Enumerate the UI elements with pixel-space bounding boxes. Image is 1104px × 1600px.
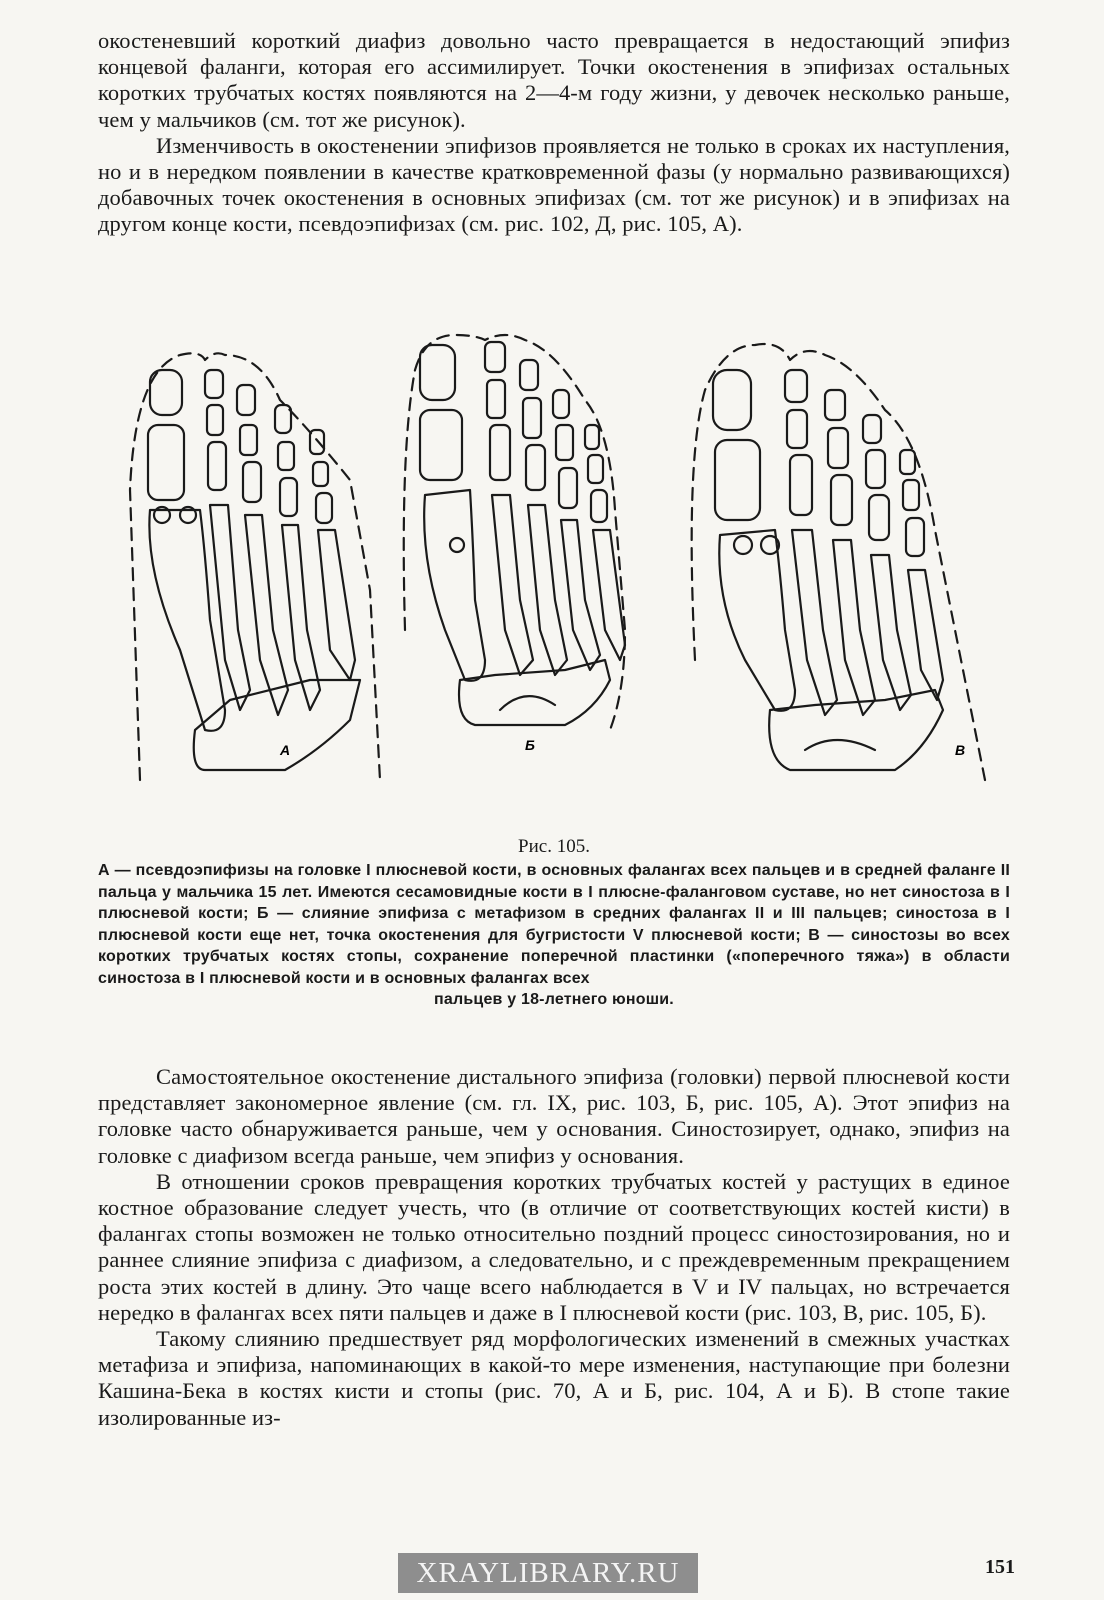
figure-caption-end: пальцев у 18-летнего юноши. (434, 991, 674, 1008)
page-number: 151 (985, 1556, 1015, 1578)
figure-caption-text: А — псевдоэпифизы на головке I плюсневой кости, в основных фалангах всех пальцев и в средней фаланге II пальца у мальчика 15 лет. Имеются сесамовидные кости в I плюсне-фаланговом суставе, но нет синостоза в I плюсневой кости; Б — слияние эпифиза с метафизом в средних фалангах II и III пальцев; синостоза в I плюсневой кости еще нет, точка окостенения для бугристости V плюсневой кости; В — синостозы во всех коротких трубчатых костях стопы, сохранение поперечной пластинки («поперечного тяжа») в области синостоза в I плюсневой кости и в основных фалангах всех (98, 862, 1010, 987)
paragraph-bottom-1: Самостоятельное окостенение дистального эпифиза (головки) первой плюсневой кости представляет закономерное явление (см. гл. IX, рис. 103, Б, рис. 105, А). Этот эпифиз на головке часто обнаруживается раньше, чем у основания. Синостозирует, однако, эпифиз на головке с диафизом всегда раньше, чем эпифиз у основания. (98, 1064, 1010, 1168)
figure-label-c: В (955, 742, 966, 758)
paragraph-bottom-3: Такому слиянию предшествует ряд морфологических изменений в смежных участках метафиза и эпифиза, напоминающих в какой-то мере изменения, наступающие при болезни Кашина-Бека в костях кисти и стопы (рис. 70, А и Б, рис. 104, А и Б). В стопе такие изолированные из- (98, 1326, 1010, 1430)
watermark-banner: XRAYLIBRARY.RU (398, 1553, 698, 1593)
figure-label-b: Б (525, 737, 535, 753)
foot-drawing-c (692, 344, 985, 780)
foot-drawing-a (130, 353, 380, 780)
figure-caption-body (98, 860, 1010, 1011)
foot-xray-figure (110, 330, 1010, 790)
paragraph-bottom-2: В отношении сроков превращения коротких трубчатых костей у растущих в единое костное образование следует учесть, что (в отличие от соответствующих костей кисти) в фалангах стопы возможен не только относительно поздний процесс синостозирования, но и раннее слияние эпифиза с диафизом, а следовательно, и с преждевременным прекращением роста этих костей в длину. Это чаще всего наблюдается в V и IV пальцах, но встречается нередко в фалангах всех пяти пальцев и даже в I плюсневой кости (рис. 103, В, рис. 105, Б). (98, 1168, 1010, 1325)
paragraph-top-1: окостеневший короткий диафиз довольно часто превращается в недостающий эпифиз концевой фаланги, которая его ассимилирует. Точки окостенения в эпифизах остальных коротких трубчатых костях появляются на 2—4-м году жизни, у девочек несколько раньше, чем у мальчиков (см. тот же рисунок). (98, 28, 1010, 132)
paragraph-top-2: Изменчивость в окостенении эпифизов проявляется не только в сроках их наступления, но и в нередком появлении в качестве кратковременной фазы (у нормально развивающихся) добавочных точек окостенения в основных эпифизах (см. тот же рисунок) и в эпифизах на другом конце кости, псевдоэпифизах (см. рис. 102, Д, рис. 105, А). (98, 132, 1010, 237)
bottom-text-block (98, 1064, 1010, 1431)
top-text-block (98, 28, 1010, 238)
foot-drawing-b (404, 335, 625, 730)
figure-label-a: А (280, 742, 291, 758)
figure-caption-title: Рис. 105. (518, 836, 590, 857)
foot-drawings-svg (110, 330, 1010, 790)
